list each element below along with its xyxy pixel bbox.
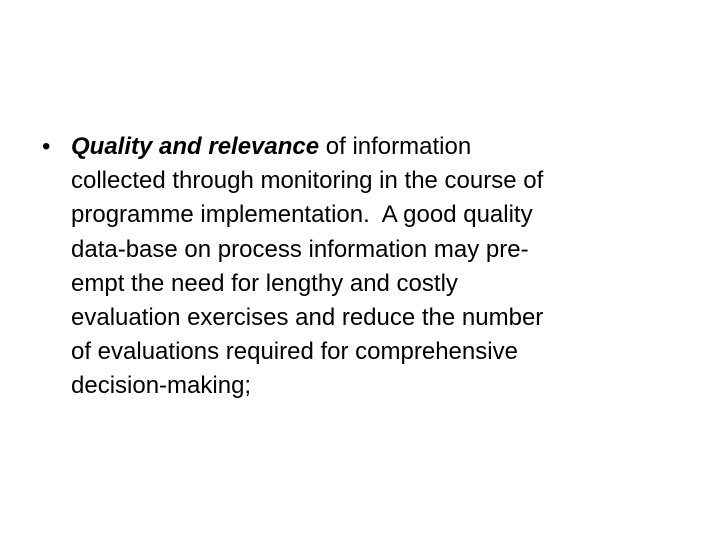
emphasis-text: Quality and relevance <box>71 133 320 160</box>
bullet-text <box>71 130 691 404</box>
bullet-line-5: empt the need for lengthy and costly <box>71 269 458 297</box>
bullet-line-2: collected through monitoring in the course of <box>71 167 544 195</box>
bullet-line-6: evaluation exercises and reduce the number <box>71 304 544 332</box>
bullet-line-4: data-base on process information may pre- <box>71 235 529 263</box>
bullet-line-3: programme implementation. A good quality <box>71 201 533 229</box>
bullet-dot-icon: • <box>42 133 51 160</box>
bullet-line-7: of evaluations required for comprehensive <box>71 338 518 366</box>
line-1-text: of information <box>319 133 472 160</box>
bullet-line-8: decision-making; <box>71 372 252 400</box>
bullet-line-1 <box>71 130 691 164</box>
